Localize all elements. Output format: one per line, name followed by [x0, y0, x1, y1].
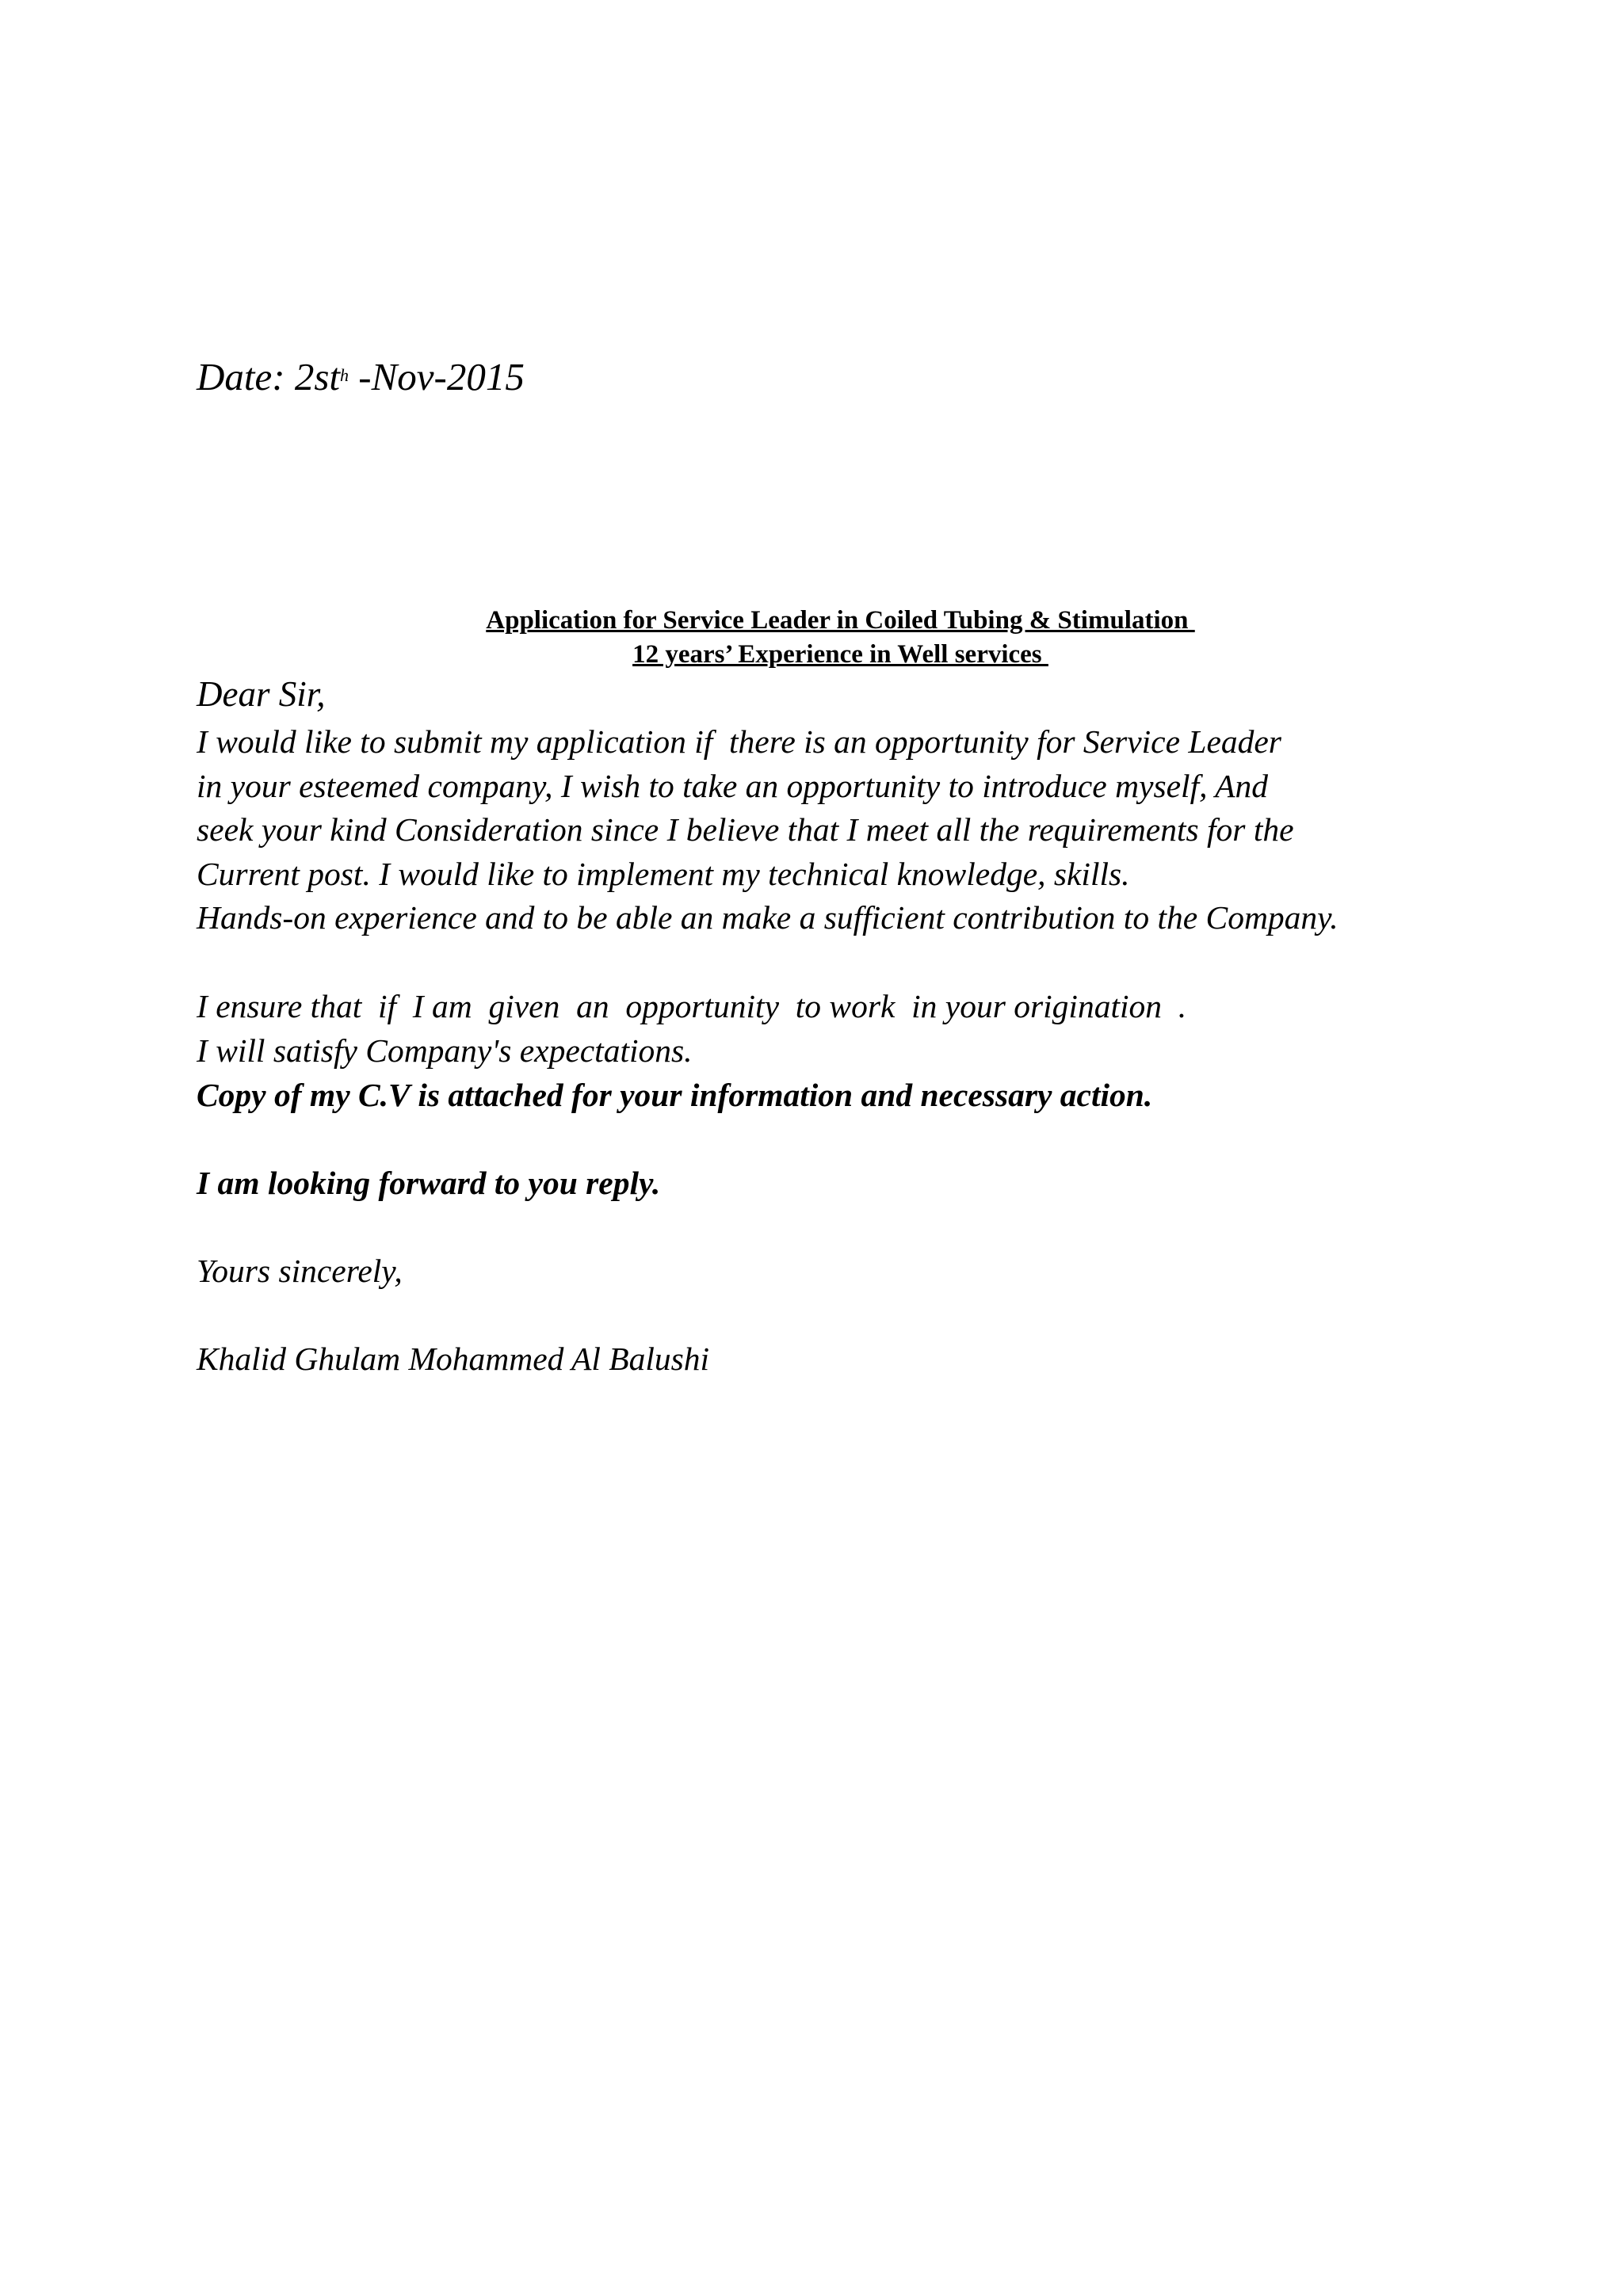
- letter-date: [197, 353, 525, 401]
- cv-attached-note: Copy of my C.V is attached for your information and necessary action.: [197, 1077, 1153, 1113]
- paragraph-line: Current post. I would like to implement my technical knowledge, skills.: [197, 855, 1130, 892]
- subject-line-2: 12 years’ Experience in Well services: [632, 640, 1048, 669]
- paragraph-line: I would like to submit my application if there is an opportunity for Service Leader: [197, 723, 1281, 760]
- date-suffix: -Nov-2015: [349, 355, 525, 399]
- date-prefix: Date: 2st: [197, 355, 340, 399]
- signature-name: Khalid Ghulam Mohammed Al Balushi: [197, 1341, 710, 1377]
- date-superscript: h: [340, 365, 349, 385]
- subject-line-1: Application for Service Leader in Coiled Tubing & Stimulation: [486, 606, 1195, 635]
- body-paragraph-1: [197, 720, 1560, 940]
- looking-forward-line: I am looking forward to you reply.: [197, 1165, 661, 1201]
- paragraph-line: I will satisfy Company's expectations.: [197, 1032, 693, 1069]
- body-paragraph-2: [197, 985, 1560, 1073]
- paragraph-line: Hands-on experience and to be able an make a sufficient contribution to the Company.: [197, 899, 1338, 936]
- paragraph-line: in your esteemed company, I wish to take an opportunity to introduce myself, And: [197, 767, 1268, 804]
- paragraph-line: I ensure that if I am given an opportunity to work in your origination .: [197, 988, 1187, 1024]
- closing-phrase: Yours sincerely,: [197, 1253, 403, 1289]
- paragraph-line: seek your kind Consideration since I believe that I meet all the requirements for the: [197, 811, 1294, 848]
- salutation: Dear Sir,: [197, 674, 326, 714]
